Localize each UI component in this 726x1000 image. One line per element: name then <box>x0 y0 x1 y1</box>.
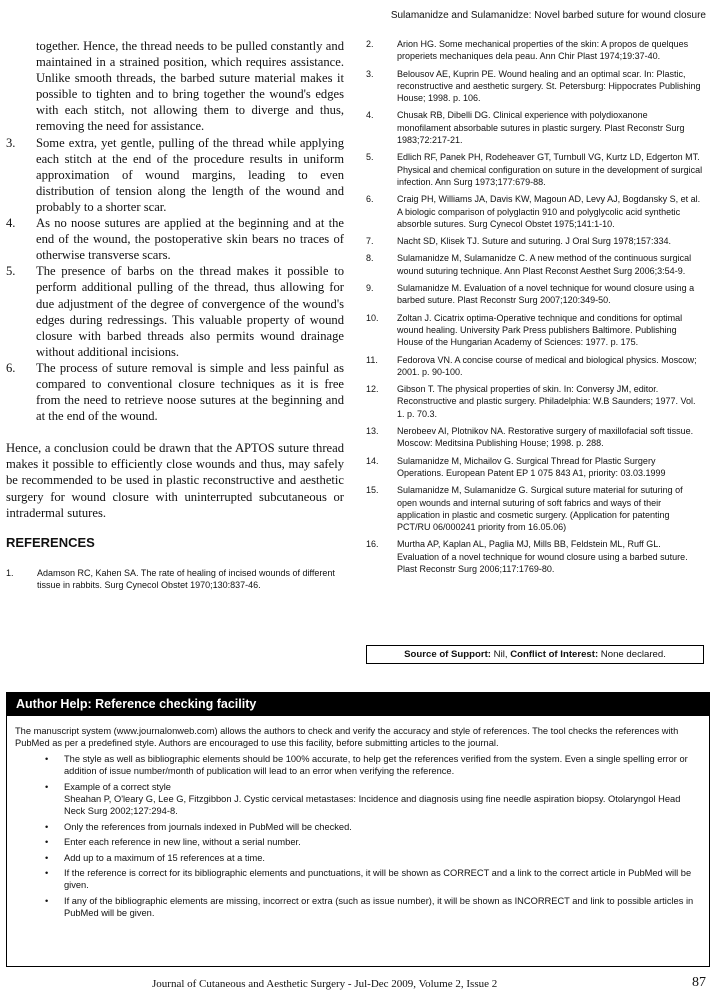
author-help-item: • The style as well as bibliographic elements should be 100% accurate, to help get the references verified from the system. Even a single spelling error or addition of issue number/month of publication will lead to an error when verifying the reference. <box>45 753 688 777</box>
support-box: Source of Support: Nil, Conflict of Interest: None declared. <box>366 645 704 664</box>
bullet-icon: • <box>45 868 49 879</box>
reference-item: 11. Fedorova VN. A concise course of medical and biological physics. Moscow; 2001. p. 90-100. <box>366 354 697 377</box>
reference-item: 1. Adamson RC, Kahen SA. The rate of healing of incised wounds of different tissue in rabbits. Surg Cynecol Obstet 1970;130:837-46. <box>6 567 335 591</box>
references-heading: REFERENCES <box>6 534 95 550</box>
continuation-paragraph: together. Hence, the thread needs to be pulled constantly and maintained in a strained position, which requires assistance. Unlike smooth threads, the barbed suture material makes it possible to tighten and to bring together the wound's edges with each stitch, not allowing them to diverge and thus, removing the need for assistance. <box>36 39 344 134</box>
bullet-icon: • <box>45 821 49 832</box>
journal-citation: Journal of Cutaneous and Aesthetic Surgery - Jul-Dec 2009, Volume 2, Issue 2 <box>152 978 498 990</box>
author-help-item: • Add up to a maximum of 15 references at a time. <box>45 852 266 863</box>
reference-item: 2. Arion HG. Some mechanical properties of the skin: A propos de quelques properiets mechaniques dela peau. Ann Chir Plast 1974;19:37-40. <box>366 39 689 62</box>
reference-item: 5. Edlich RF, Panek PH, Rodeheaver GT, Turnbull VG, Kurtz LD, Edgerton MT. Physical and chemical configuration on suture in the development of surgical infection. Ann Surg 1973;177:679-88. <box>366 152 703 187</box>
list-item: 5. The presence of barbs on the thread makes it possible to perform additional pulling of the thread, thus allowing for due adjustment of the degree of convergence of the wound's edges during redressings. This valuable property of wound closure with barbed threads also permits wound drainage without additional incisions. <box>6 264 344 359</box>
reference-item: 7. Nacht SD, Klisek TJ. Suture and suturing. J Oral Surg 1978;157:334. <box>366 236 671 247</box>
list-item: 3. Some extra, yet gentle, pulling of the thread while applying each stitch at the end of the procedure results in uniform approximation of wound margins, leading to even distribution of tension along the length of the wound and probably to a shorter scar. <box>6 135 344 214</box>
bullet-icon: • <box>45 852 49 863</box>
references-list-left <box>6 567 344 592</box>
author-help-title: Author Help: Reference checking facility <box>7 693 709 716</box>
author-help-intro: The manuscript system (www.journalonweb.com) allows the authors to check and verify the accuracy and style of references. The tool checks the references with PubMed as per a predefined style. Authors are encouraged to use this facility, before submitting articles to the journal. <box>15 726 679 749</box>
author-help-list <box>7 753 709 920</box>
reference-item: 10. Zoltan J. Cicatrix optima-Operative technique and conditions for optimal wound healing. University Park Press publishers Baltimore. Publishing House of the Hungarian Academy of Sciences: 1977. p. 175. <box>366 312 683 348</box>
reference-item: 12. Gibson T. The physical properties of skin. In: Conversy JM, editor. Reconstructive and plastic surgery. Philadelphia: W.B Saunders; 1977. Vol. 1. p. 70.3. <box>366 384 696 419</box>
reference-item: 4. Chusak RB, Dibelli DG. Clinical experience with polydioxanone monofilament absorbable sutures in plastic surgery. Plast Reconstr Surg 1983;72:217-21. <box>366 110 685 146</box>
list-item: 4. As no noose sutures are applied at the beginning and at the end of the wound, the postoperative skin bears no traces of otherwise transverse scars. <box>6 216 344 263</box>
reference-item: 6. Craig PH, Williams JA, Davis KW, Magoun AD, Levy AJ, Bogdansky S, et al. A biologic comparison of polyglactin 910 and polyglycolic acid synthetic absorble sutures. Surg Cynecol Obstet 1975;141:1-10. <box>366 194 701 229</box>
page-number: 87 <box>692 975 706 990</box>
bullet-icon: • <box>45 895 49 906</box>
author-help-item: • Example of a correct style Sheahan P, O'leary G, Lee G, Fitzgibbon J. Cystic cervical metastases: Incidence and diagnosis using fine needle aspiration biopsy. Otolaryngol Head Neck Surg 2002;127:294-8. <box>45 781 681 817</box>
author-help-item: • If the reference is correct for its bibliographic elements and punctuations, it will be shown as CORRECT and a link to the correct article in PubMed will be given. <box>45 868 692 891</box>
reference-item: 3. Belousov AE, Kuprin PE. Wound healing and an optimal scar. In: Plastic, reconstructive and aesthetic surgery. St. Petersburg: Hippocrates Publishing House; 1998. p. 106. <box>366 68 701 104</box>
reference-item: 14. Sulamanidze M, Michailov G. Surgical Thread for Plastic Surgery Operations. European Patent EP 1 075 843 A1, priority: 03.03.1999 <box>366 455 666 478</box>
bullet-icon: • <box>45 781 49 792</box>
left-column <box>6 38 344 596</box>
reference-item: 9. Sulamanidze M. Evaluation of a novel technique for wound closure using a barbed suture. Plast Reconstr Surg 2007;120:349-50. <box>366 283 695 306</box>
list-item: 6. The process of suture removal is simple and less painful as compared to conventional closure techniques as it is free from the need to retrieve noose sutures at the beginning and at the end of the wound. <box>6 360 344 424</box>
bullet-icon: • <box>45 837 49 848</box>
advantages-list <box>6 135 344 425</box>
author-help-item: • If any of the bibliographic elements are missing, incorrect or extra (such as issue number), it will be shown as INCORRECT and link to possible articles in PubMed will be given. <box>45 895 694 919</box>
references-list-right <box>366 38 704 580</box>
reference-item: 8. Sulamanidze M, Sulamanidze C. A new method of the continuous surgical wound suturing technique. Ann Plast Reconst Aesthet Surg 2006;3:54-9. <box>366 253 692 276</box>
conclusion-paragraph: Hence, a conclusion could be drawn that the APTOS suture thread makes it possible to efficiently close wounds and thus, may safely be recommended to be used in plastic reconstructive and aesthetic surgery for wound closure with uninterrupted subcutaneous or intradermal sutures. <box>6 441 344 520</box>
reference-item: 13. Nerobeev AI, Plotnikov NA. Restorative surgery of maxillofacial soft tissue. Moscow: Meditsina Publishing House; 1998. p. 288. <box>366 426 694 449</box>
bullet-icon: • <box>45 753 49 764</box>
author-help-box <box>6 692 710 967</box>
running-header: Sulamanidze and Sulamanidze: Novel barbed suture for wound closure <box>390 10 706 21</box>
reference-item: 15. Sulamanidze M, Sulamanidze G. Surgical suture material for suturing of open wounds and internal suturing of soft fabrics and ways of their application in plastic and cosmetic surgery. (Application for patenting PCT/RU 06/000241 priority from 16.05.06) <box>366 485 683 533</box>
reference-item: 16. Murtha AP, Kaplan AL, Paglia MJ, Mills BB, Feldstein ML, Ruff GL. Evaluation of a novel technique for wound closure using a barbed suture. Plast Reconstr Surg 2006;117:1769-80. <box>366 539 688 574</box>
author-help-item: • Enter each reference in new line, without a serial number. <box>45 837 301 848</box>
author-help-item: • Only the references from journals indexed in PubMed will be checked. <box>45 821 352 832</box>
